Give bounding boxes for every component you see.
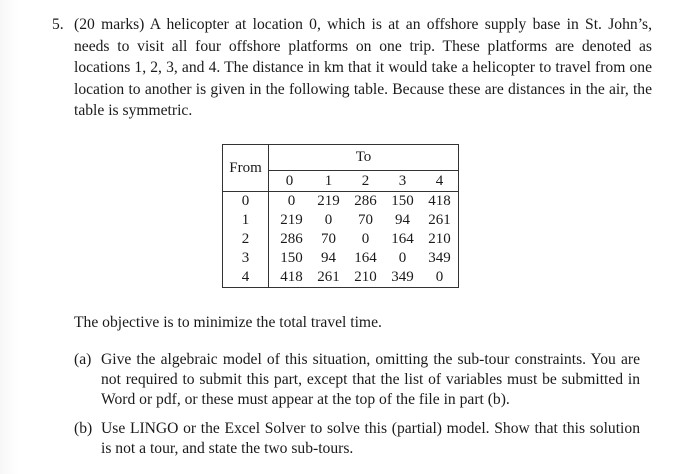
table-cell: 0: [324, 212, 333, 228]
from-header: From: [223, 145, 269, 192]
problem-number: 5.: [52, 16, 64, 33]
table-cell: 94: [395, 212, 410, 228]
row-label: 2: [223, 230, 269, 249]
table-cell: 286: [280, 231, 303, 247]
row-label: 4: [223, 268, 269, 288]
to-header: To: [269, 145, 459, 171]
problem-text: (20 marks) A helicopter at location 0, which is at an offshore supply base in St. John’s, needs to visit all four offshore platforms on one trip. These platforms are denoted as locations 1, 2, 3, and 4. The distance in km that it would take a helicopter to travel from one location to another is given in the following table. Because these are distances in the air, the table is symmetric.: [74, 16, 652, 119]
table-cell: 418: [421, 192, 459, 212]
table-cell: 261: [421, 211, 459, 230]
table-cell: 164: [391, 231, 414, 247]
question-parts: [74, 350, 640, 468]
row-label: 3: [223, 249, 269, 268]
table-cell: 94: [321, 250, 336, 266]
column-index: 3: [384, 171, 421, 192]
table-cell: 0: [287, 193, 296, 209]
part-text: Give the algebraic model of this situation, omitting the sub-tour constraints. You are not required to submit this part, except that the list of variables must be submitted in Word or pdf, or these must appear at the top of the file in part (b).: [101, 351, 640, 408]
column-index: 2: [347, 171, 384, 192]
table-cell: 219: [280, 212, 303, 228]
table-cell: 418: [269, 268, 311, 288]
table-row: [223, 211, 459, 230]
column-index: 0: [269, 171, 311, 192]
part-label: (b): [74, 420, 93, 437]
table-cell: 286: [354, 193, 377, 209]
table-cell: 150: [280, 250, 303, 266]
row-label: 0: [223, 192, 269, 212]
table-cell: 349: [421, 249, 459, 268]
table-cell: 0: [361, 231, 370, 247]
table-cell: 210: [347, 268, 384, 288]
table-row: [223, 230, 459, 249]
question-part-a: [74, 350, 640, 410]
table-cell: 150: [391, 193, 414, 209]
table-cell: 0: [421, 268, 459, 288]
table-cell: 349: [384, 268, 421, 288]
table-cell: 70: [321, 231, 336, 247]
table-row: [223, 268, 459, 288]
problem-statement: [52, 14, 652, 122]
table-cell: 0: [398, 250, 407, 266]
column-index: 4: [421, 171, 459, 192]
table-cell: 219: [317, 193, 340, 209]
column-index: 1: [310, 171, 347, 192]
objective-statement: The objective is to minimize the total travel time.: [74, 314, 382, 331]
distance-table: [222, 144, 459, 288]
row-label: 1: [223, 211, 269, 230]
table-cell: 164: [354, 250, 377, 266]
part-text: Use LINGO or the Excel Solver to solve this (partial) model. Show that this solution is not a tour, and state the two sub-tours.: [101, 420, 640, 457]
table-cell: 70: [358, 212, 373, 228]
table-cell: 210: [421, 230, 459, 249]
table-row: [223, 249, 459, 268]
table-cell: 261: [310, 268, 347, 288]
part-label: (a): [74, 351, 92, 368]
question-part-b: [74, 419, 640, 459]
table-row: [223, 192, 459, 212]
